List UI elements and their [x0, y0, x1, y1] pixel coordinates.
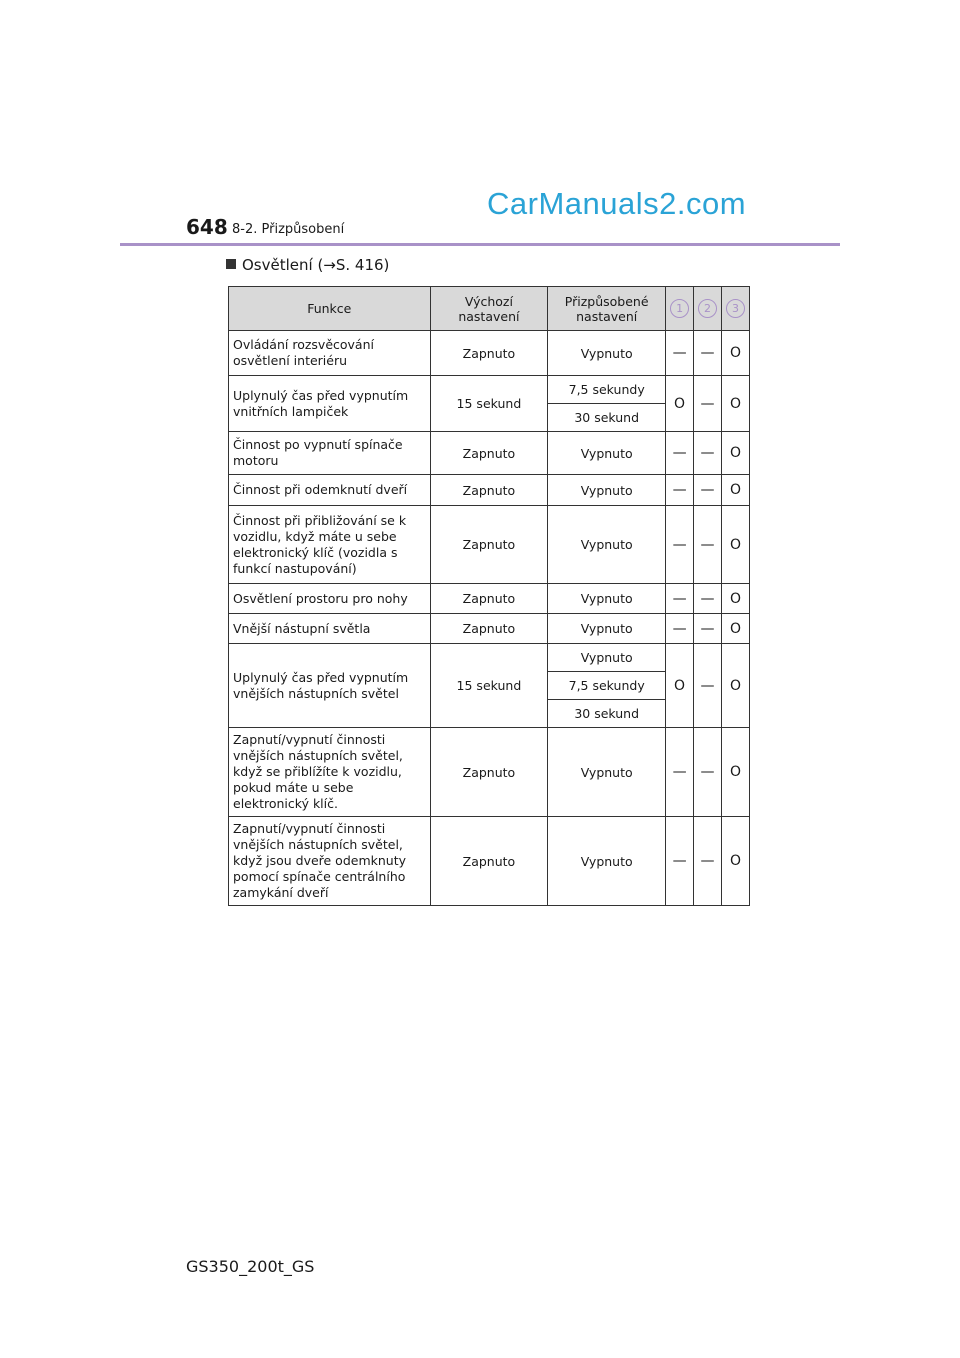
- default-cell: 15 sekund: [430, 644, 548, 728]
- mark-3-cell: O: [722, 432, 750, 475]
- custom-cell: Vypnuto: [548, 432, 666, 475]
- mark-1-cell: O: [666, 644, 694, 728]
- table-row: [229, 817, 750, 906]
- mark-3-cell: O: [722, 376, 750, 432]
- custom-cell: Vypnuto: [548, 817, 666, 906]
- mark-3-cell: O: [722, 584, 750, 614]
- mark-2-cell: —: [694, 644, 722, 728]
- mark-3-cell: O: [722, 475, 750, 506]
- section-heading: [226, 256, 389, 274]
- default-cell: Zapnuto: [430, 584, 548, 614]
- default-cell: Zapnuto: [430, 432, 548, 475]
- mark-1-cell: —: [666, 614, 694, 644]
- circled-2-icon: 2: [698, 299, 717, 318]
- default-cell: Zapnuto: [430, 728, 548, 817]
- function-cell: Ovládání rozsvěcování osvětlení interiéru: [229, 331, 431, 376]
- function-cell: Osvětlení prostoru pro nohy: [229, 584, 431, 614]
- circled-3-icon: 3: [726, 299, 745, 318]
- circled-1-icon: 1: [670, 299, 689, 318]
- header-mark-1: [666, 287, 694, 331]
- custom-cell: Vypnuto: [548, 506, 666, 584]
- mark-2-cell: —: [694, 506, 722, 584]
- mark-3-cell: O: [722, 728, 750, 817]
- mark-2-cell: —: [694, 376, 722, 432]
- custom-cell: 7,5 sekundy: [548, 376, 666, 404]
- custom-cell: Vypnuto: [548, 644, 666, 672]
- default-cell: Zapnuto: [430, 475, 548, 506]
- table-row: [229, 644, 750, 672]
- mark-3-cell: O: [722, 644, 750, 728]
- custom-cell: 7,5 sekundy: [548, 672, 666, 700]
- default-cell: 15 sekund: [430, 376, 548, 432]
- table-row: [229, 376, 750, 404]
- mark-1-cell: —: [666, 728, 694, 817]
- table-row: [229, 728, 750, 817]
- mark-2-cell: —: [694, 584, 722, 614]
- function-cell: Zapnutí/vypnutí činnosti vnějších nástupních světel, když jsou dveře odemknuty pomocí spínače centrálního zamykání dveří: [229, 817, 431, 906]
- watermark-logo: CarManuals2.com: [487, 186, 747, 221]
- header-mark-3: [722, 287, 750, 331]
- custom-cell: Vypnuto: [548, 614, 666, 644]
- mark-1-cell: —: [666, 817, 694, 906]
- model-code: GS350_200t_GS: [186, 1257, 315, 1276]
- table-row: [229, 584, 750, 614]
- mark-1-cell: —: [666, 584, 694, 614]
- custom-cell: Vypnuto: [548, 584, 666, 614]
- header-mark-2: [694, 287, 722, 331]
- function-cell: Uplynulý čas před vypnutím vnitřních lampiček: [229, 376, 431, 432]
- default-cell: Zapnuto: [430, 331, 548, 376]
- mark-2-cell: —: [694, 432, 722, 475]
- mark-3-cell: O: [722, 331, 750, 376]
- table-row: [229, 506, 750, 584]
- custom-cell: Vypnuto: [548, 728, 666, 817]
- table-row: [229, 475, 750, 506]
- mark-3-cell: O: [722, 817, 750, 906]
- default-cell: Zapnuto: [430, 614, 548, 644]
- chapter-title: 8-2. Přizpůsobení: [232, 222, 345, 237]
- mark-2-cell: —: [694, 728, 722, 817]
- mark-1-cell: —: [666, 475, 694, 506]
- section-heading-text: Osvětlení (→S. 416): [242, 256, 390, 274]
- table-row: [229, 331, 750, 376]
- default-cell: Zapnuto: [430, 817, 548, 906]
- function-cell: Činnost při odemknutí dveří: [229, 475, 431, 506]
- mark-1-cell: —: [666, 432, 694, 475]
- page-number: 648: [186, 215, 228, 239]
- function-cell: Zapnutí/vypnutí činnosti vnějších nástupních světel, když se přiblížíte k vozidlu, pokud máte u sebe elektronický klíč.: [229, 728, 431, 817]
- mark-1-cell: O: [666, 376, 694, 432]
- function-cell: Činnost po vypnutí spínače motoru: [229, 432, 431, 475]
- mark-1-cell: —: [666, 331, 694, 376]
- custom-cell: Vypnuto: [548, 331, 666, 376]
- function-cell: Uplynulý čas před vypnutím vnějších nástupních světel: [229, 644, 431, 728]
- function-cell: Činnost při přibližování se k vozidlu, když máte u sebe elektronický klíč (vozidla s funkcí nastupování): [229, 506, 431, 584]
- table-header-row: [229, 287, 750, 331]
- mark-2-cell: —: [694, 331, 722, 376]
- mark-3-cell: O: [722, 614, 750, 644]
- table-row: [229, 614, 750, 644]
- header-custom: Přizpůsobené nastavení: [548, 287, 666, 331]
- mark-2-cell: —: [694, 817, 722, 906]
- mark-2-cell: —: [694, 475, 722, 506]
- default-cell: Zapnuto: [430, 506, 548, 584]
- header-funkce: Funkce: [229, 287, 431, 331]
- mark-3-cell: O: [722, 506, 750, 584]
- custom-cell: 30 sekund: [548, 700, 666, 728]
- mark-1-cell: —: [666, 506, 694, 584]
- header-divider: [120, 243, 840, 246]
- custom-cell: 30 sekund: [548, 404, 666, 432]
- mark-2-cell: —: [694, 614, 722, 644]
- function-cell: Vnější nástupní světla: [229, 614, 431, 644]
- settings-table: [228, 286, 750, 906]
- header-default: Výchozí nastavení: [430, 287, 548, 331]
- table-row: [229, 432, 750, 475]
- custom-cell: Vypnuto: [548, 475, 666, 506]
- square-bullet-icon: [226, 259, 236, 269]
